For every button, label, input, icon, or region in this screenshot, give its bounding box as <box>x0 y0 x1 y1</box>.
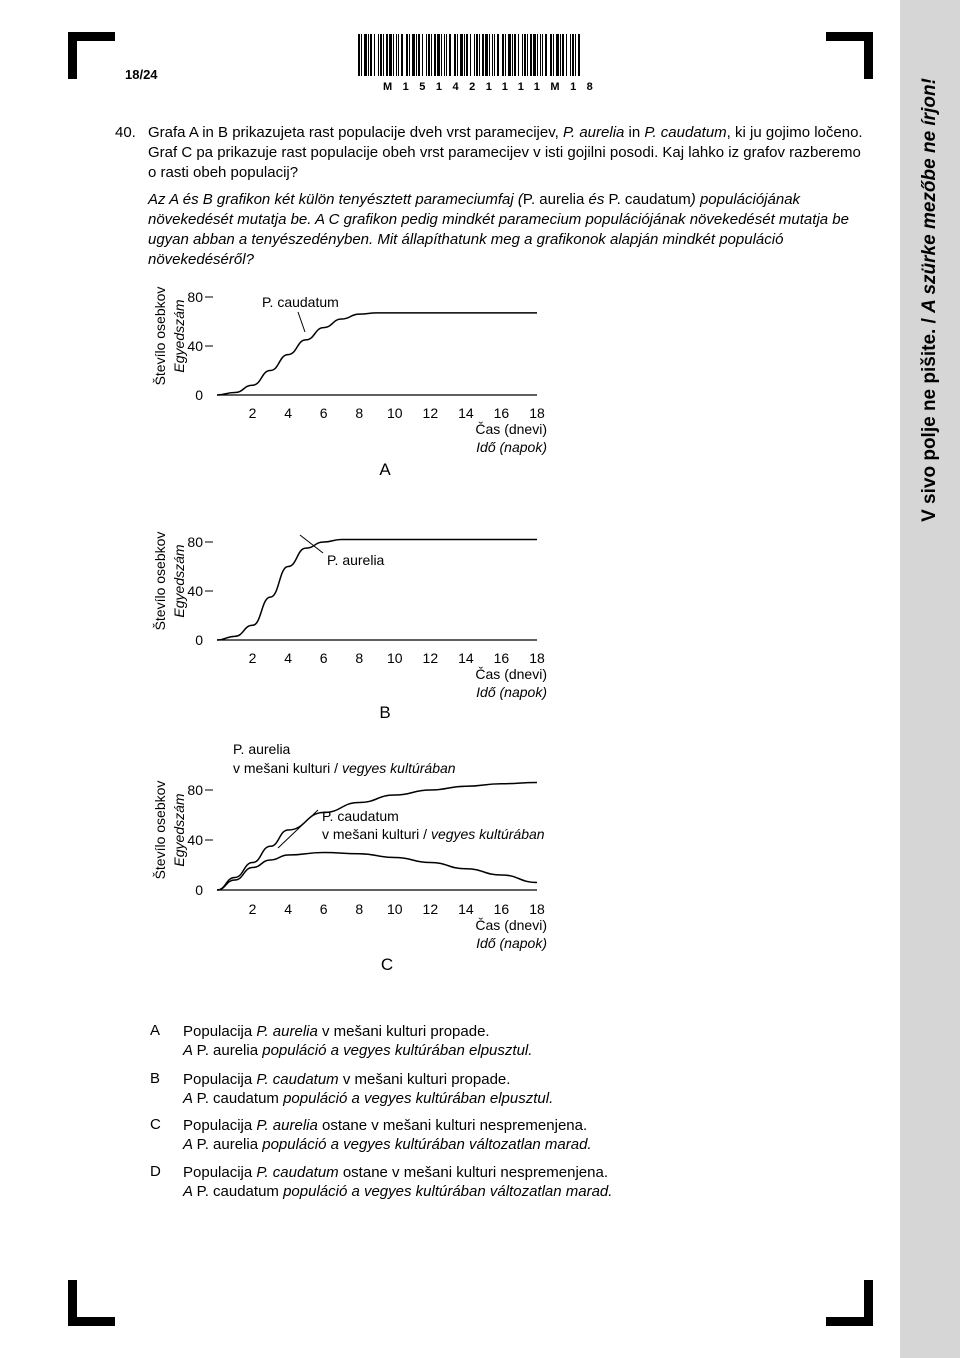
x-tick-label: 4 <box>284 901 293 917</box>
label-aurelia-mixed-desc <box>233 760 456 776</box>
barcode-bar <box>398 34 399 76</box>
barcode-bar <box>560 34 561 76</box>
page-number: 18/24 <box>125 67 158 82</box>
barcode-bar <box>512 34 513 76</box>
series-line <box>217 853 537 891</box>
chart-title: C <box>380 955 394 974</box>
y-tick-label: 80 <box>187 289 203 305</box>
series-line <box>217 313 537 395</box>
x-tick-label: 8 <box>355 650 364 666</box>
y-tick-label: 80 <box>187 534 203 550</box>
y-tick-label: 0 <box>195 882 203 898</box>
x-tick-label: 16 <box>493 901 510 917</box>
barcode-bar <box>416 34 417 76</box>
x-tick-label: 8 <box>355 405 364 421</box>
barcode-bar <box>401 34 403 76</box>
barcode-bar <box>406 34 408 76</box>
barcode-bar <box>556 34 559 76</box>
barcode-bar <box>578 34 580 76</box>
sidebar-note-hu: A szürke mezőbe ne írjon! <box>919 78 940 313</box>
x-tick-label: 4 <box>284 650 293 666</box>
barcode-bar <box>370 34 372 76</box>
barcode-bar <box>428 34 430 76</box>
sidebar-note-sl: V sivo polje ne pišite. <box>919 328 940 522</box>
barcode-bar <box>562 34 564 76</box>
label-leader-line <box>298 312 305 332</box>
x-tick-label: 18 <box>529 901 545 917</box>
barcode-bar <box>566 34 567 76</box>
chart-c <box>140 738 580 978</box>
barcode-bar <box>383 34 384 76</box>
barcode-bar <box>575 34 576 76</box>
question-number: 40. <box>115 124 136 141</box>
y-axis-label-sl: Števílo osebkov <box>152 780 168 880</box>
label-caudatum-mixed: P. caudatum <box>322 808 399 824</box>
barcode-bar <box>396 34 397 76</box>
barcode-bar <box>412 34 415 76</box>
answer-option-b[interactable]: Populacija P. caudatum v mešani kulturi propade. A P. caudatum populáció a vegyes kultúrában elpusztul. <box>183 1071 554 1107</box>
barcode-bar <box>540 34 541 76</box>
x-tick-label: 2 <box>248 901 257 917</box>
label-aurelia: P. aurelia <box>327 552 385 568</box>
barcode-bar <box>482 34 484 76</box>
chart-a <box>140 280 580 480</box>
barcode <box>358 34 583 78</box>
barcode-bar <box>518 34 519 76</box>
label-aurelia-mixed: P. aurelia <box>233 741 291 757</box>
barcode-bar <box>537 34 538 76</box>
barcode-bar <box>572 34 574 76</box>
x-tick-label: 12 <box>422 901 439 917</box>
x-tick-label: 18 <box>529 650 545 666</box>
barcode-bar <box>409 34 410 76</box>
barcode-bar <box>508 34 511 76</box>
answer-option-c[interactable]: Populacija P. aurelia ostane v mešani kulturi nespremenjena. A P. aurelia populáció a vegyes kultúrában változatlan marad. <box>183 1117 592 1153</box>
y-axis-label-hu: Egyedszám <box>171 793 187 867</box>
barcode-bar <box>550 34 552 76</box>
x-tick-label: 14 <box>458 650 474 666</box>
label-aurelia-mixed-hu: vegyes kultúrában <box>341 760 456 776</box>
barcode-bar <box>502 34 504 76</box>
x-tick-label: 12 <box>422 650 439 666</box>
y-axis-label-sl: Števílo osebkov <box>152 531 168 631</box>
barcode-bar <box>441 34 442 76</box>
x-tick-label: 2 <box>248 650 257 666</box>
barcode-bar <box>533 34 536 76</box>
barcode-bar <box>514 34 516 76</box>
barcode-bar <box>374 34 375 76</box>
label-caudatum-mixed-desc <box>322 826 545 842</box>
barcode-bar <box>570 34 571 76</box>
barcode-bar <box>437 34 440 76</box>
barcode-bar <box>434 34 436 76</box>
barcode-bar <box>476 34 478 76</box>
y-axis-label-sl: Števílo osebkov <box>152 286 168 386</box>
answer-letter-b[interactable]: B <box>150 1070 161 1087</box>
barcode-bar <box>553 34 554 76</box>
label-caudatum: P. caudatum <box>262 294 339 310</box>
barcode-bar <box>364 34 367 76</box>
x-tick-label: 4 <box>284 405 293 421</box>
barcode-bar <box>466 34 468 76</box>
answer-letter-d[interactable]: D <box>150 1163 161 1180</box>
sidebar-note <box>919 78 941 522</box>
question-text-sl: Grafa A in B prikazujeta rast populacije dveh vrst paramecijev, P. aurelia in P. caudatum, ki ju gojimo ločeno. Graf C pa prikazuje rast populacije obeh vrst paramecijev v isti gojilni posodi. Kaj lahko iz grafov razberemo o rasti obeh populacij? <box>148 124 863 181</box>
barcode-bar <box>444 34 445 76</box>
x-axis-label-sl: Čas (dnevi) <box>475 421 547 437</box>
y-tick-label: 40 <box>187 583 203 599</box>
chart-b <box>140 525 580 725</box>
barcode-bar <box>449 34 451 76</box>
barcode-bar <box>530 34 532 76</box>
x-axis-label-hu: Idő (napok) <box>476 935 547 951</box>
barcode-bar <box>418 34 420 76</box>
barcode-bar <box>542 34 543 76</box>
chart-title: B <box>379 703 391 722</box>
y-tick-label: 0 <box>195 387 203 403</box>
barcode-bar <box>522 34 523 76</box>
barcode-bar <box>494 34 495 76</box>
x-tick-label: 16 <box>493 405 510 421</box>
barcode-bar <box>524 34 526 76</box>
label-leader-line <box>278 810 318 848</box>
x-tick-label: 10 <box>386 901 403 917</box>
x-tick-label: 14 <box>458 405 474 421</box>
y-tick-label: 40 <box>187 338 203 354</box>
x-axis-label-sl: Čas (dnevi) <box>475 666 547 682</box>
x-tick-label: 6 <box>319 405 328 421</box>
y-tick-label: 80 <box>187 782 203 798</box>
barcode-bar <box>426 34 427 76</box>
answer-option-d[interactable]: Populacija P. caudatum ostane v mešani kulturi nespremenjena. A P. caudatum populáció a vegyes kultúrában változatlan marad. <box>183 1164 613 1200</box>
x-tick-label: 14 <box>458 901 474 917</box>
y-axis-label-hu: Egyedszám <box>171 299 187 373</box>
y-axis-label-hu: Egyedszám <box>171 544 187 618</box>
x-axis-label-hu: Idő (napok) <box>476 684 547 700</box>
label-caudatum-mixed-sl: v mešani kulturi / <box>322 826 431 842</box>
barcode-bar <box>380 34 382 76</box>
barcode-bar <box>527 34 528 76</box>
barcode-bar <box>460 34 463 76</box>
label-leader-line <box>300 535 323 553</box>
answer-letter-a[interactable]: A <box>150 1022 161 1039</box>
barcode-bar <box>361 34 362 76</box>
y-tick-label: 40 <box>187 832 203 848</box>
barcode-bar <box>485 34 488 76</box>
barcode-bar <box>479 34 480 76</box>
x-tick-label: 16 <box>493 650 510 666</box>
barcode-bar <box>431 34 432 76</box>
x-tick-label: 6 <box>319 901 328 917</box>
x-tick-label: 10 <box>386 650 403 666</box>
barcode-bar <box>368 34 369 76</box>
barcode-bar <box>492 34 493 76</box>
x-axis-label-hu: Idő (napok) <box>476 439 547 455</box>
barcode-bar <box>545 34 547 76</box>
chart-title: A <box>379 460 391 479</box>
label-aurelia-mixed-sl: v mešani kulturi / <box>233 760 342 776</box>
barcode-bar <box>378 34 379 76</box>
x-tick-label: 18 <box>529 405 545 421</box>
barcode-bar <box>497 34 499 76</box>
x-axis-label-sl: Čas (dnevi) <box>475 917 547 933</box>
x-tick-label: 2 <box>248 405 257 421</box>
barcode-bar <box>446 34 447 76</box>
barcode-bar <box>393 34 394 76</box>
barcode-bar <box>454 34 456 76</box>
answer-option-a[interactable]: Populacija P. aurelia v mešani kulturi propade. A P. aurelia populáció a vegyes kultúrában elpusztul. <box>183 1023 533 1059</box>
x-tick-label: 8 <box>355 901 364 917</box>
barcode-bar <box>457 34 458 76</box>
x-tick-label: 6 <box>319 650 328 666</box>
x-tick-label: 12 <box>422 405 439 421</box>
label-caudatum-mixed-hu: vegyes kultúrában <box>430 826 545 842</box>
barcode-bar <box>389 34 392 76</box>
barcode-bar <box>464 34 465 76</box>
barcode-bar <box>386 34 388 76</box>
sidebar-note-sep: / <box>919 312 940 329</box>
question-text-hu: Az A és B grafikon két külön tenyésztett parameciumfaj (P. aurelia és P. caudatum) populációjának növekedését mutatja be. A C grafikon pedig mindkét paramecium populációjának növekedését mutatja be ugyan abban a tenyészedényben. Mit állapíthatunk meg a grafikonok alapján mindkét populáció növekedéséről? <box>148 191 849 268</box>
barcode-bar <box>422 34 423 76</box>
barcode-bar <box>470 34 471 76</box>
barcode-bar <box>474 34 475 76</box>
barcode-bar <box>489 34 490 76</box>
barcode-bar <box>358 34 360 76</box>
x-tick-label: 10 <box>386 405 403 421</box>
barcode-code: M151421111M18 <box>383 81 604 93</box>
answer-letter-c[interactable]: C <box>150 1116 161 1133</box>
y-tick-label: 0 <box>195 632 203 648</box>
barcode-bar <box>505 34 506 76</box>
